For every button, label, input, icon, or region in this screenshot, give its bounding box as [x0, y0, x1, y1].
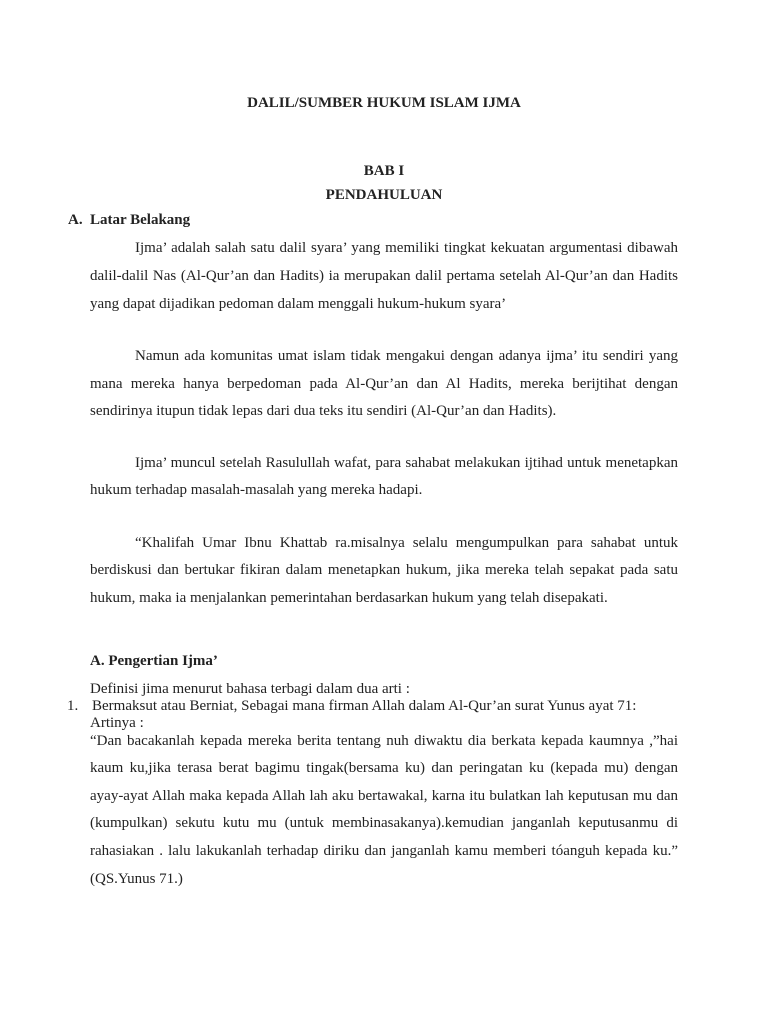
paragraph-line: hukum terhadap masalah-masalah yang mereka hadapi.	[90, 482, 423, 498]
paragraph-line: mana mereka hanya berpedoman pada Al-Qur’an dan Al Hadits, mereka berijtihat dengan	[90, 376, 678, 392]
artinya-label: Artinya :	[90, 715, 144, 731]
paragraph-line: “Khalifah Umar Ibnu Khattab ra.misalnya selalu mengumpulkan para sahabat untuk	[135, 535, 678, 551]
paragraph-line: Namun ada komunitas umat islam tidak mengakui dengan adanya ijma’ itu sendiri yang	[135, 348, 678, 364]
quote-line: kaum ku,jika terasa berat bagimu tingak(bersama ku) dan peringatan ku (kepada mu) dengan	[90, 760, 678, 776]
quote-line: (kumpulkan) sekutu kutu mu (untuk membinasakanya).kemudian janganlah keputusanmu di	[90, 815, 678, 831]
list-item-text: Bermaksut atau Berniat, Sebagai mana firman Allah dalam Al-Qur’an surat Yunus ayat 71:	[92, 698, 637, 714]
section-b-heading: A. Pengertian Ijma’	[90, 653, 218, 669]
paragraph-line: Ijma’ muncul setelah Rasulullah wafat, para sahabat melakukan ijtihad untuk menetapkan	[135, 455, 678, 471]
paragraph-line: yang dapat dijadikan pedoman dalam menggali hukum-hukum syara’	[90, 296, 507, 312]
definition-text: Definisi jima menurut bahasa terbagi dalam dua arti :	[90, 681, 410, 697]
section-a-marker: A.	[68, 212, 83, 228]
list-number: 1.	[67, 698, 79, 714]
paragraph-line: Ijma’ adalah salah satu dalil syara’ yang memiliki tingkat kekuatan argumentasi dibawah	[135, 240, 678, 256]
paragraph-line: berdiskusi dan bertukar fikiran dalam menetapkan hukum, jika mereka telah sepakat pada satu	[90, 562, 678, 578]
paragraph-line: hukum, maka ia menjalankan pemerintahan berdasarkan hukum yang telah disepakati.	[90, 590, 608, 606]
quote-line: “Dan bacakanlah kepada mereka berita tentang nuh diwaktu dia berkata kepada kaumnya ,”hai	[90, 733, 678, 749]
document-title: DALIL/SUMBER HUKUM ISLAM IJMA	[247, 95, 521, 111]
citation: (QS.Yunus 71.)	[90, 871, 183, 887]
section-a-heading: Latar Belakang	[90, 212, 191, 228]
chapter-title: PENDAHULUAN	[325, 187, 443, 203]
chapter-number: BAB I	[363, 163, 405, 179]
paragraph-line: dalil-dalil Nas (Al-Qur’an dan Hadits) ia merupakan dalil pertama setelah Al-Qur’an dan Hadits	[90, 268, 678, 284]
paragraph-line: sendirinya itupun tidak lepas dari dua teks itu sendiri (Al-Qur’an dan Hadits).	[90, 403, 557, 419]
quote-line: ayay-ayat Allah maka kepada Allah lah aku bertawakal, karna itu bulatkan lah keputusan mu dan	[90, 788, 678, 804]
quote-line: rahasiakan . lalu lakukanlah terhadap diriku dan janganlah kamu memberi tóanguh kepada ku.”	[90, 843, 678, 859]
